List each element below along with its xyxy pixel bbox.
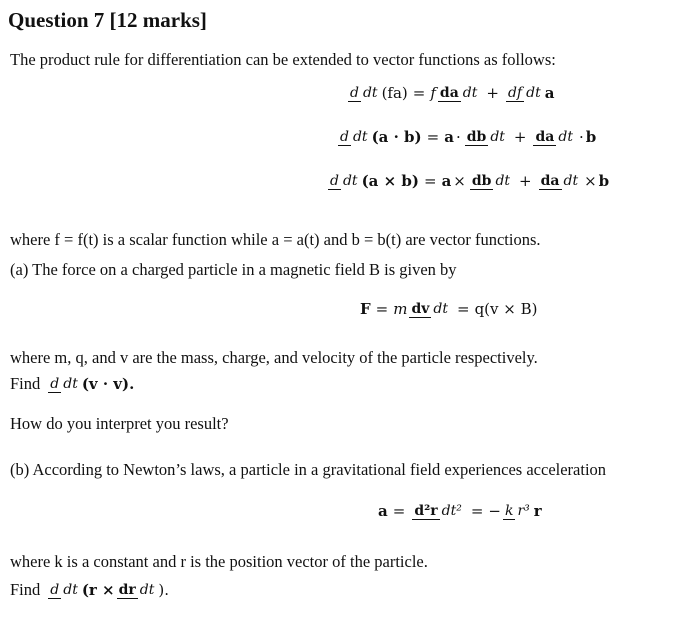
part-a-question: How do you interpret you result?: [10, 414, 229, 433]
find-arg: (v · v).: [81, 375, 135, 393]
da-dt-fraction: da dt: [439, 85, 478, 101]
eq2-equals: =: [426, 128, 440, 146]
find-end: ).: [158, 581, 170, 599]
equation-product-dot: [336, 128, 596, 146]
accel-r: r: [533, 502, 542, 520]
dv-dt-fraction: dv dt: [411, 301, 448, 317]
da-dt-fraction: da dt: [540, 173, 579, 189]
accel-minus: −: [488, 502, 501, 520]
intro-text: The product rule for differentiation can be extended to vector functions as follows:: [10, 50, 556, 69]
eq2-b: b: [585, 128, 597, 146]
eq2-dot: ·: [455, 128, 461, 146]
eq3-lhs: (a × b): [361, 172, 419, 190]
equation-product-scalar: [346, 84, 554, 102]
accel-a: a: [378, 502, 388, 520]
equation-product-cross: [326, 172, 609, 190]
eq3-cross: ×: [453, 172, 466, 190]
lorentz-force-equation: [360, 300, 538, 318]
d-dt-fraction: d dt: [50, 376, 78, 392]
accel-equals: =: [392, 502, 406, 520]
force-F: F: [360, 300, 371, 318]
eq3-b: b: [598, 172, 610, 190]
dr-dt-fraction: dr dt: [118, 582, 155, 598]
part-a-where-line: where m, q, and v are the mass, charge, and velocity of the particle respectively.: [10, 348, 538, 367]
force-equals: =: [375, 300, 389, 318]
find-arg: (r ×: [81, 581, 115, 599]
eq1-f: f: [430, 84, 436, 102]
eq2-dot-2: ·: [578, 128, 584, 146]
db-dt-fraction: db dt: [471, 173, 511, 189]
where-line: where f = f(t) is a scalar function while a = a(t) and b = b(t) are vector functions.: [10, 230, 541, 249]
da-dt-fraction: da dt: [535, 129, 573, 145]
eq1-a: a: [544, 84, 555, 102]
question-title: Question 7 [12 marks]: [8, 8, 207, 32]
part-a-find: [10, 374, 134, 394]
d2r-dt2-fraction: d²r dt²: [414, 503, 462, 519]
d-dt-fraction: d dt: [330, 173, 358, 189]
accel-equals-2: =: [470, 502, 484, 520]
find-label: Find: [10, 580, 41, 599]
mass-m: m: [393, 300, 408, 318]
eq1-lhs: (fa): [381, 84, 408, 102]
d-dt-fraction: d dt: [50, 582, 78, 598]
find-label: Find: [10, 374, 41, 393]
part-b-where-line: where k is a constant and r is the position vector of the particle.: [10, 552, 428, 571]
gravity-acceleration-equation: [378, 502, 542, 520]
part-b-find: [10, 580, 169, 600]
eq3-plus: +: [519, 172, 532, 190]
d-dt-fraction: d dt: [350, 85, 378, 101]
k-r3-fraction: k r³: [504, 503, 530, 519]
eq2-a: a: [444, 128, 454, 146]
eq1-plus: +: [486, 84, 499, 102]
eq3-a: a: [441, 172, 452, 190]
eq2-plus: +: [513, 128, 527, 146]
part-b-prompt: (b) According to Newton’s laws, a particle in a gravitational field experiences acceleration: [10, 460, 607, 479]
eq3-equals: =: [423, 172, 437, 190]
eq3-cross-2: ×: [584, 172, 597, 190]
force-rhs: q(v × B): [474, 300, 538, 318]
part-a-prompt: (a) The force on a charged particle in a magnetic field B is given by: [10, 260, 457, 279]
d-dt-fraction: d dt: [340, 129, 368, 145]
force-equals-2: =: [457, 300, 470, 318]
eq1-equals: =: [412, 84, 426, 102]
df-dt-fraction: df dt: [507, 85, 541, 101]
eq2-lhs: (a · b): [371, 128, 422, 146]
db-dt-fraction: db dt: [466, 129, 505, 145]
